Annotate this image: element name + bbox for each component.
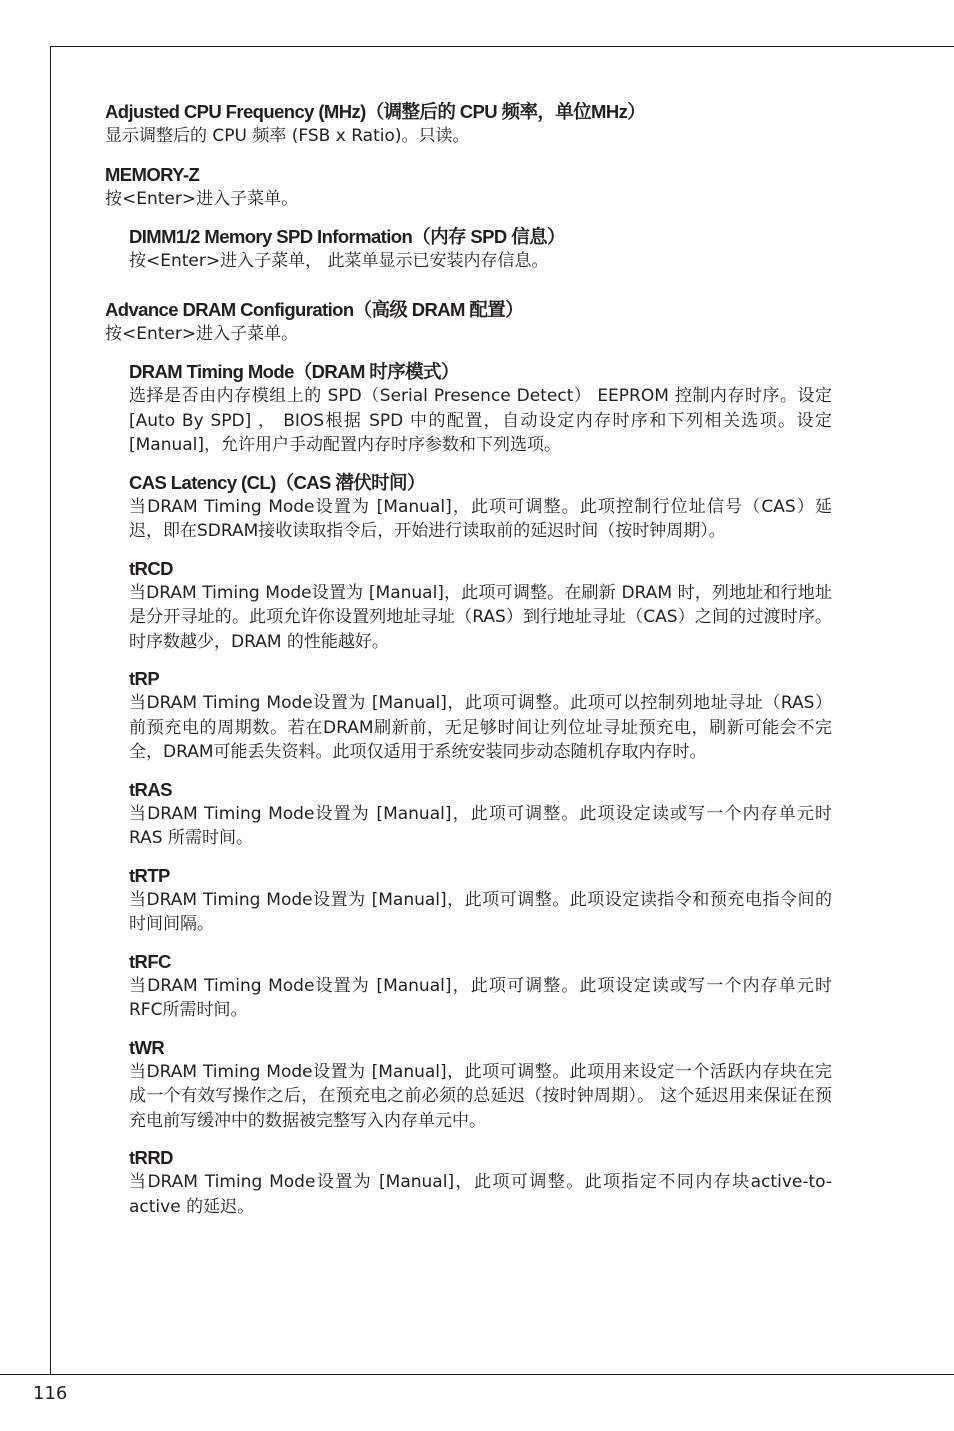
page-content <box>105 100 832 1219</box>
section-advance-dram-config <box>105 298 832 347</box>
bottom-rule <box>0 1374 954 1375</box>
section-dimm-spd-info <box>129 225 832 274</box>
section-body: 当DRAM Timing Mode设置为 [Manual]，此项可调整。此项指定不同内存块active-to-active 的延迟。 <box>129 1172 832 1217</box>
section-dram-timing-mode <box>129 360 832 458</box>
section-heading: Advance DRAM Configuration（高级 DRAM 配置） <box>105 298 524 320</box>
section-body: 当DRAM Timing Mode设置为 [Manual]，此项可调整。此项用来设定一个活跃内存块在完成一个有效写操作之后，在预充电之前必须的总延迟（按时钟周期）。 这个延迟用来保证在预充电前写缓冲中的数据被完整写入内存单元中。 <box>129 1061 832 1131</box>
section-heading: tRP <box>129 668 160 689</box>
section-adjusted-cpu-frequency <box>105 100 832 149</box>
section-heading: tRFC <box>129 950 171 972</box>
section-body: 按<Enter>进入子菜单。 <box>105 188 299 209</box>
section-tras <box>129 778 832 851</box>
section-trcd <box>129 557 832 655</box>
section-heading: MEMORY-Z <box>105 163 200 185</box>
section-heading: DRAM Timing Mode（DRAM 时序模式） <box>129 361 459 382</box>
page-number: 116 <box>33 1383 68 1404</box>
section-memory-z <box>105 163 832 212</box>
section-trrd <box>129 1146 832 1219</box>
section-body: 当DRAM Timing Mode设置为 [Manual]，此项可调整。此项可以控制列地址寻址（RAS）前预充电的周期数。若在DRAM刷新前，无足够时间让列位址寻址预充电，刷新可能会不完全，DRAM可能丢失资料。此项仅适用于系统安装同步动态随机存取内存时。 <box>129 693 832 762</box>
section-trtp <box>129 864 832 937</box>
section-trp <box>129 667 832 765</box>
section-twr <box>129 1036 832 1134</box>
section-heading: tRCD <box>129 557 173 579</box>
section-heading: DIMM1/2 Memory SPD Information（内存 SPD 信息） <box>129 226 565 247</box>
left-rule <box>50 46 51 1375</box>
section-body: 显示调整后的 CPU 频率 (FSB x Ratio)。只读。 <box>105 126 470 146</box>
section-heading: tRRD <box>129 1147 173 1168</box>
section-heading: tWR <box>129 1036 165 1058</box>
section-heading: Adjusted CPU Frequency (MHz)（调整后的 CPU 频率，单位MHz） <box>105 101 646 122</box>
section-body: 当DRAM Timing Mode设置为 [Manual]，此项可调整。此项设定读或写一个内存单元时 RAS 所需时间。 <box>129 803 832 848</box>
section-cas-latency <box>129 471 832 544</box>
section-body: 当DRAM Timing Mode设置为 [Manual]，此项可调整。此项设定读指令和预充电指令间的时间间隔。 <box>129 889 832 934</box>
section-heading: tRTP <box>129 864 170 886</box>
section-heading: tRAS <box>129 778 172 800</box>
section-body: 当DRAM Timing Mode设置为 [Manual]，此项可调整。在刷新 DRAM 时，列地址和行地址是分开寻址的。此项允许你设置列地址寻址（RAS）到行地址寻址（CAS）之间的过渡时序。时序数越少，DRAM 的性能越好。 <box>129 582 832 652</box>
section-body: 选择是否由内存模组上的 SPD（Serial Presence Detect） EEPROM 控制内存时序。设定 [Auto By SPD] ， BIOS根据 SPD 中的配置，自动设定内存时序和下列相关选项。设定[Manual]，允许用户手动配置内存时序参数和下列选项。 <box>129 386 832 455</box>
section-heading: CAS Latency (CL)（CAS 潜伏时间） <box>129 471 425 493</box>
section-body: 按<Enter>进入子菜单， 此菜单显示已安装内存信息。 <box>129 251 549 271</box>
top-rule <box>50 46 954 47</box>
section-trfc <box>129 950 832 1023</box>
section-body: 按<Enter>进入子菜单。 <box>105 323 299 344</box>
section-body: 当DRAM Timing Mode设置为 [Manual]，此项可调整。此项设定读或写一个内存单元时RFC所需时间。 <box>129 975 832 1020</box>
section-body: 当DRAM Timing Mode设置为 [Manual]，此项可调整。此项控制行位址信号（CAS）延迟，即在SDRAM接收读取指令后，开始进行读取前的延迟时间（按时钟周期）。 <box>129 496 832 541</box>
